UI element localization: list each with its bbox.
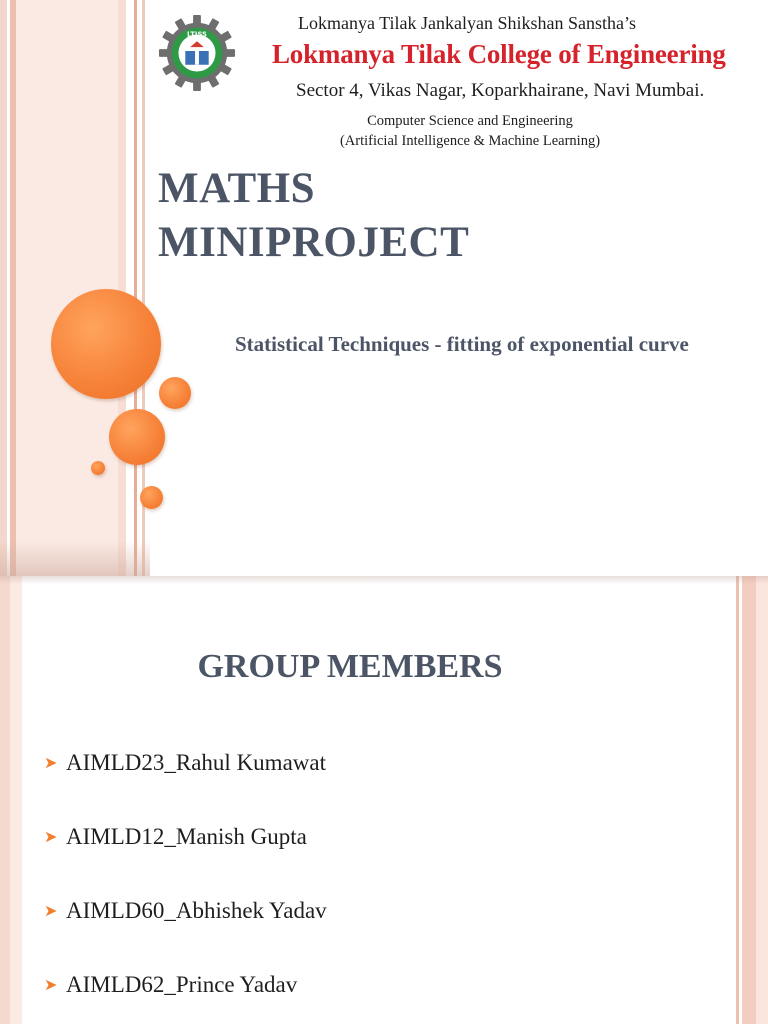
group-members-slide (0, 576, 768, 1024)
slide-title (158, 162, 658, 270)
member-name: AIMLD62_Prince Yadav (66, 972, 298, 997)
decorative-stripes-right (734, 576, 768, 1024)
decorative-shade (0, 540, 150, 576)
slide-title-line2: MINIPROJECT (158, 219, 470, 266)
slide-title-line1: MATHS (158, 165, 315, 212)
member-name: AIMLD23_Rahul Kumawat (66, 750, 326, 775)
decorative-circle-medium (109, 409, 165, 465)
college-logo-icon (158, 14, 236, 92)
decorative-circle-small-bottom (140, 486, 163, 509)
member-name: AIMLD12_Manish Gupta (66, 824, 307, 849)
group-members-heading: GROUP MEMBERS (197, 648, 503, 685)
svg-text:LTJSS: LTJSS (187, 30, 207, 39)
college-address: Sector 4, Vikas Nagar, Koparkhairane, Navi Mumbai. (296, 80, 705, 101)
list-item (44, 896, 694, 970)
society-name: Lokmanya Tilak Jankalyan Shikshan Sanstha’s (298, 13, 636, 33)
slide-separator-shade (0, 576, 768, 584)
member-name: AIMLD60_Abhishek Yadav (66, 898, 327, 923)
decorative-stripe-left (0, 576, 22, 1024)
slide-subtitle: Statistical Techniques - fitting of exponential curve (235, 332, 689, 356)
list-item (44, 822, 694, 896)
list-item (44, 970, 694, 1024)
member-list (44, 748, 694, 1024)
decorative-circle-tiny (91, 461, 105, 475)
decorative-circle-large (51, 289, 161, 399)
arrow-bullet-icon: ➤ (44, 753, 58, 772)
decorative-circle-small (159, 377, 191, 409)
department-specialization: (Artificial Intelligence & Machine Learning) (339, 133, 601, 149)
arrow-bullet-icon: ➤ (44, 901, 58, 920)
arrow-bullet-icon: ➤ (44, 975, 58, 994)
arrow-bullet-icon: ➤ (44, 827, 58, 846)
college-name: Lokmanya Tilak College of Engineering (272, 39, 726, 69)
department-name: Computer Science and Engineering (367, 113, 573, 129)
list-item (44, 748, 694, 822)
decorative-stripes (0, 0, 150, 576)
